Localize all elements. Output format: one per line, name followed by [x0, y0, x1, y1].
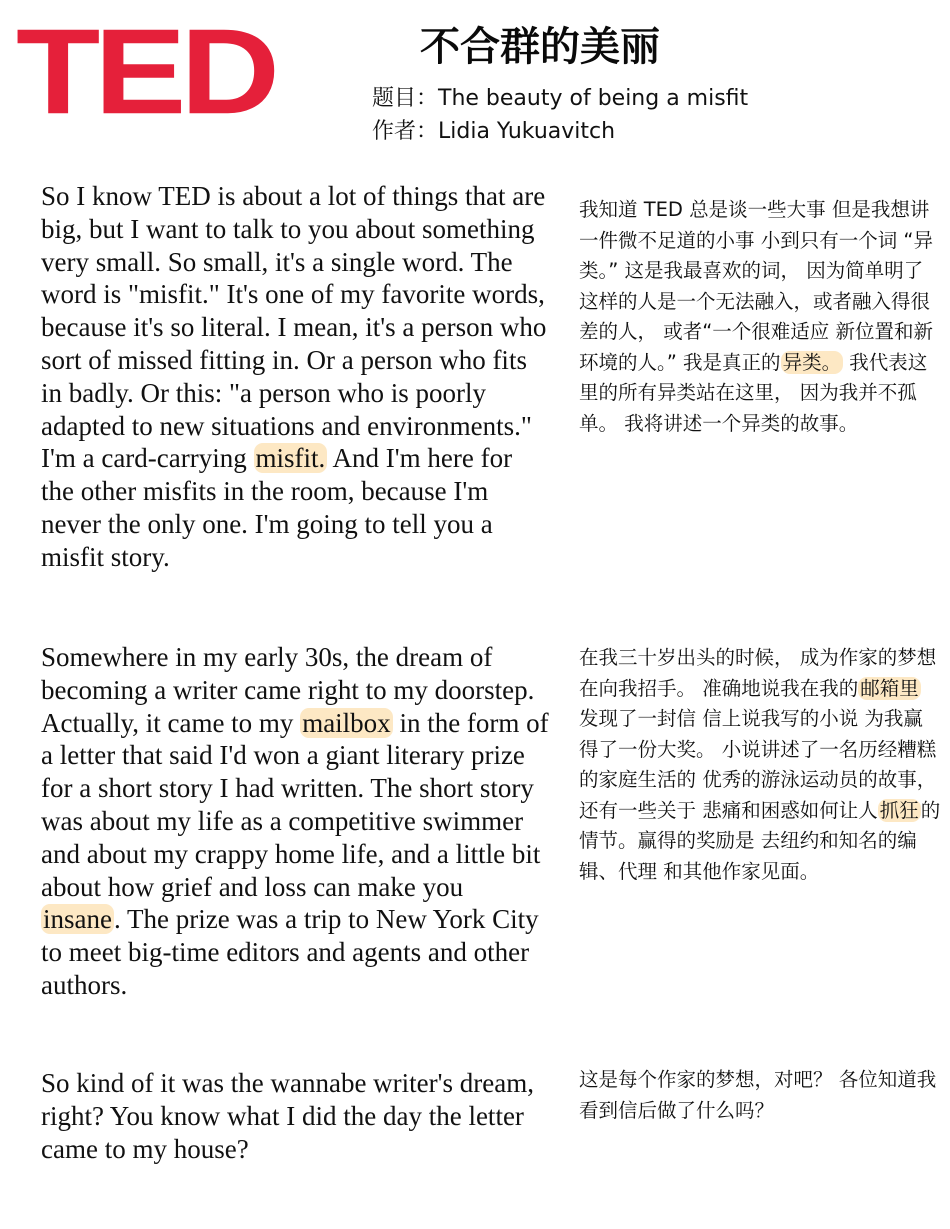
text-segment: . The prize was a trip to New York City to meet big-time editors and agents and other authors.: [41, 904, 539, 1000]
highlighted-word: 异类。: [782, 350, 842, 374]
highlighted-word: mailbox: [302, 707, 391, 738]
topic-label: 题目：: [372, 86, 439, 111]
talk-topic: [372, 84, 748, 114]
chinese-paragraph-1: [579, 195, 941, 439]
text-segment: Somewhere in my early 30s, the dream of becoming a writer came right to my doorstep. Actually, it came to my: [41, 642, 535, 738]
highlighted-word: misfit.: [255, 443, 326, 474]
text-segment: 的情节。赢得的奖励是 去纽约和知名的编辑、代理 和其他作家见面。: [579, 798, 941, 883]
text-segment: 我代表这里的所有异类站在这里， 因为我并不孤单。 我将讲述一个异类的故事。: [579, 350, 928, 435]
text-segment: So I know TED is about a lot of things that are big, but I want to talk to you about something very small. So small, it's a single word. The word is "misfit." It's one of my favorite words, because it's so literal. I mean, it's a person who sort of missed fitting in. Or a person who fits in badly. Or this: "a person who is poorly adapted to new situations and environments." I'm a card-carrying: [41, 181, 547, 474]
text-segment: And I'm here for the other misfits in the room, because I'm never the only one. I'm going to tell you a misfit story.: [41, 443, 513, 572]
page-title: 不合群的美丽: [420, 24, 660, 70]
english-paragraph-1: [41, 180, 549, 574]
highlighted-word: 邮箱里: [860, 676, 919, 700]
chinese-paragraph-2: [579, 643, 941, 887]
topic-value: The beauty of being a misfit: [438, 86, 749, 111]
text-segment: in the form of a letter that said I'd won a giant literary prize for a short story I had written. The short story was about my life as a competitive swimmer and about my crappy home life, and a little bit about how grief and loss can make you: [41, 707, 549, 902]
text-segment: 在我三十岁出头的时候， 成为作家的梦想在向我招手。 准确地说我在我的: [579, 646, 937, 700]
text-segment: 发现了一封信 信上说我写的小说 为我赢得了一份大奖。 小说讲述了一名历经糟糕的家庭生活的 优秀的游泳运动员的故事， 还有一些关于 悲痛和困惑如何让人: [579, 707, 937, 822]
text-segment: 我知道 TED 总是谈一些大事 但是我想讲一件微不足道的小事 小到只有一个词 “异类。” 这是我最喜欢的词， 因为简单明了 这样的人是一个无法融入，或者融入得很差的人， 或者“一个很难适应 新位置和新环境的人。” 我是真正的: [579, 198, 933, 374]
english-paragraph-3: So kind of it was the wannabe writer's dream, right? You know what I did the day the letter came to my house?: [41, 1068, 534, 1164]
highlighted-word: insane: [43, 904, 112, 935]
chinese-paragraph-3: 这是每个作家的梦想，对吧？ 各位知道我看到信后做了什么吗？: [579, 1068, 937, 1122]
english-paragraph-2: [41, 641, 549, 1002]
author-value: Lidia Yukuavitch: [438, 119, 616, 144]
author-label: 作者：: [372, 119, 439, 144]
highlighted-word: 抓狂: [879, 798, 919, 822]
ted-logo: TED: [16, 4, 274, 140]
talk-author: [372, 117, 615, 147]
